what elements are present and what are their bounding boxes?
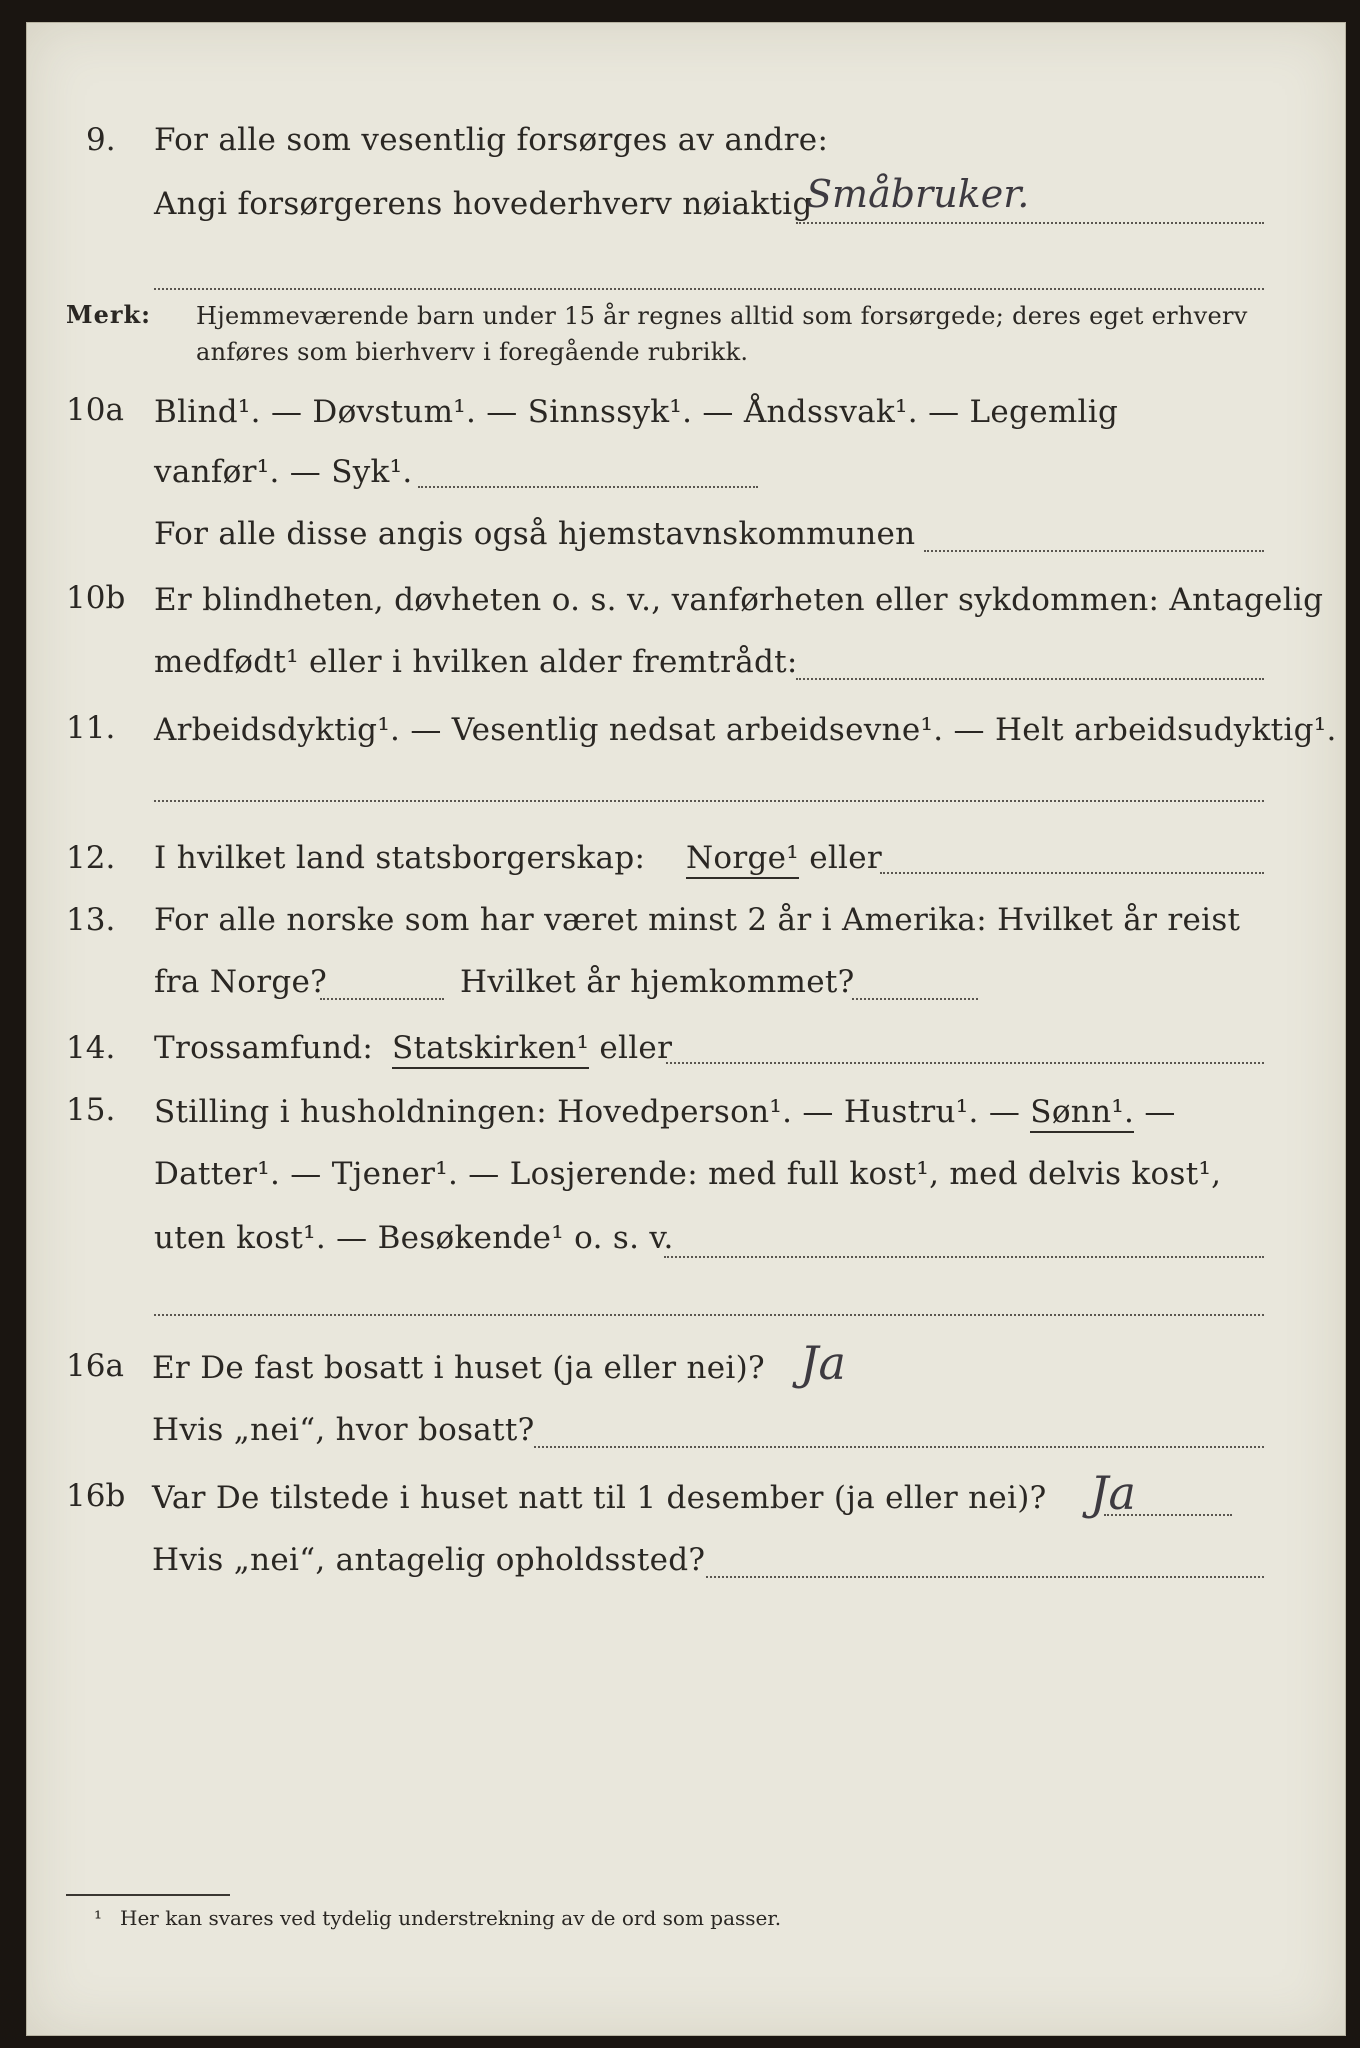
q9-line2: Angi forsørgerens hovederhverv nøiaktig: [154, 186, 813, 222]
q15-sonn-option[interactable]: Sønn¹.: [1030, 1094, 1134, 1133]
q16b-line2: Hvis „nei“, antagelig opholdssted?: [152, 1542, 706, 1578]
q12-eller: eller: [809, 840, 883, 876]
q10b-line1: Er blindheten, døvheten o. s. v., vanførheten eller sykdommen: Antagelig: [154, 582, 1324, 618]
q16a-number: 16a: [66, 1348, 124, 1384]
q13-hjemkommet-line[interactable]: [852, 998, 978, 1000]
q15-answer-line[interactable]: [664, 1256, 1264, 1258]
q11-answer-line[interactable]: [154, 800, 1264, 802]
q10a-syk-line[interactable]: [418, 486, 758, 488]
q9-handwritten-answer: Småbruker.: [806, 172, 1030, 216]
q16a-handwritten-answer: Ja: [800, 1336, 846, 1390]
q13-reist-label: fra Norge?: [154, 964, 328, 1000]
q13-number: 13.: [66, 902, 116, 938]
merk-label: Merk:: [66, 300, 151, 329]
q10a-line1: Blind¹. — Døvstum¹. — Sinnssyk¹. — Åndssvak¹. — Legemlig: [154, 394, 1119, 430]
q15-extra-line[interactable]: [154, 1314, 1264, 1316]
q16b-opholdssted-line[interactable]: [706, 1576, 1264, 1578]
q16a-answer-line[interactable]: [534, 1446, 1264, 1448]
q15-line3: uten kost¹. — Besøkende¹ o. s. v.: [154, 1220, 674, 1256]
q9-line1: For alle som vesentlig forsørges av andre:: [154, 122, 829, 158]
q13-hjemkommet-label: Hvilket år hjemkommet?: [460, 964, 855, 1000]
q14-statskirken-option[interactable]: Statskirken¹: [392, 1030, 589, 1069]
q10b-answer-line[interactable]: [796, 678, 1264, 680]
q16a-line2: Hvis „nei“, hvor bosatt?: [152, 1412, 535, 1448]
q12-options: [686, 840, 882, 876]
q14-answer-line[interactable]: [666, 1062, 1264, 1064]
q11-line1: Arbeidsdyktig¹. — Vesentlig nedsat arbeidsevne¹. — Helt arbeidsudyktig¹.: [154, 712, 1337, 748]
q15-number: 15.: [66, 1092, 116, 1128]
q15-line1: [154, 1094, 1176, 1130]
q10b-line2: medfødt¹ eller i hvilken alder fremtrådt:: [154, 644, 798, 680]
q16b-line1: Var De tilstede i huset natt til 1 desember (ja eller nei)?: [152, 1480, 1047, 1516]
q12-norge-option[interactable]: Norge¹: [686, 840, 799, 879]
q10a-number: 10a: [66, 392, 124, 428]
q10a-line3: For alle disse angis også hjemstavnskommunen: [154, 516, 916, 552]
q10a-hjemstavn-line[interactable]: [924, 550, 1264, 552]
q9-extra-line[interactable]: [154, 288, 1264, 290]
merk-note-line1: Hjemmeværende barn under 15 år regnes alltid som forsørgede; deres eget erhverv: [196, 302, 1248, 330]
q12-answer-line[interactable]: [880, 872, 1264, 874]
q14-prefix: Trossamfund:: [154, 1030, 374, 1066]
q14-eller: eller: [599, 1030, 673, 1066]
q15-line1-dash: —: [1144, 1094, 1176, 1130]
q10a-line2: vanfør¹. — Syk¹.: [154, 454, 413, 490]
q14-options: [392, 1030, 672, 1066]
q14-number: 14.: [66, 1030, 116, 1066]
q12-number: 12.: [66, 840, 116, 876]
q16a-line1: Er De fast bosatt i huset (ja eller nei)?: [152, 1350, 765, 1386]
footnote-rule: [66, 1894, 230, 1896]
q16b-number: 16b: [66, 1478, 126, 1514]
q15-line2: Datter¹. — Tjener¹. — Losjerende: med full kost¹, med delvis kost¹,: [154, 1156, 1222, 1192]
q13-line1: For alle norske som har været minst 2 år i Amerika: Hvilket år reist: [154, 902, 1241, 938]
q15-line1-text: Stilling i husholdningen: Hovedperson¹. — Hustru¹. —: [154, 1094, 1021, 1130]
q9-number: 9.: [86, 122, 116, 158]
merk-note-line2: anføres som bierhverv i foregående rubrikk.: [196, 338, 749, 366]
q11-number: 11.: [66, 710, 116, 746]
q12-prefix: I hvilket land statsborgerskap:: [154, 840, 646, 876]
q13-reist-line[interactable]: [320, 998, 444, 1000]
q16b-handwritten-answer: Ja: [1090, 1466, 1136, 1520]
q10b-number: 10b: [66, 580, 126, 616]
q9-answer-line[interactable]: [796, 222, 1264, 224]
footnote-mark: ¹: [94, 1906, 103, 1930]
footnote-text: Her kan svares ved tydelig understrekning av de ord som passer.: [120, 1906, 782, 1930]
